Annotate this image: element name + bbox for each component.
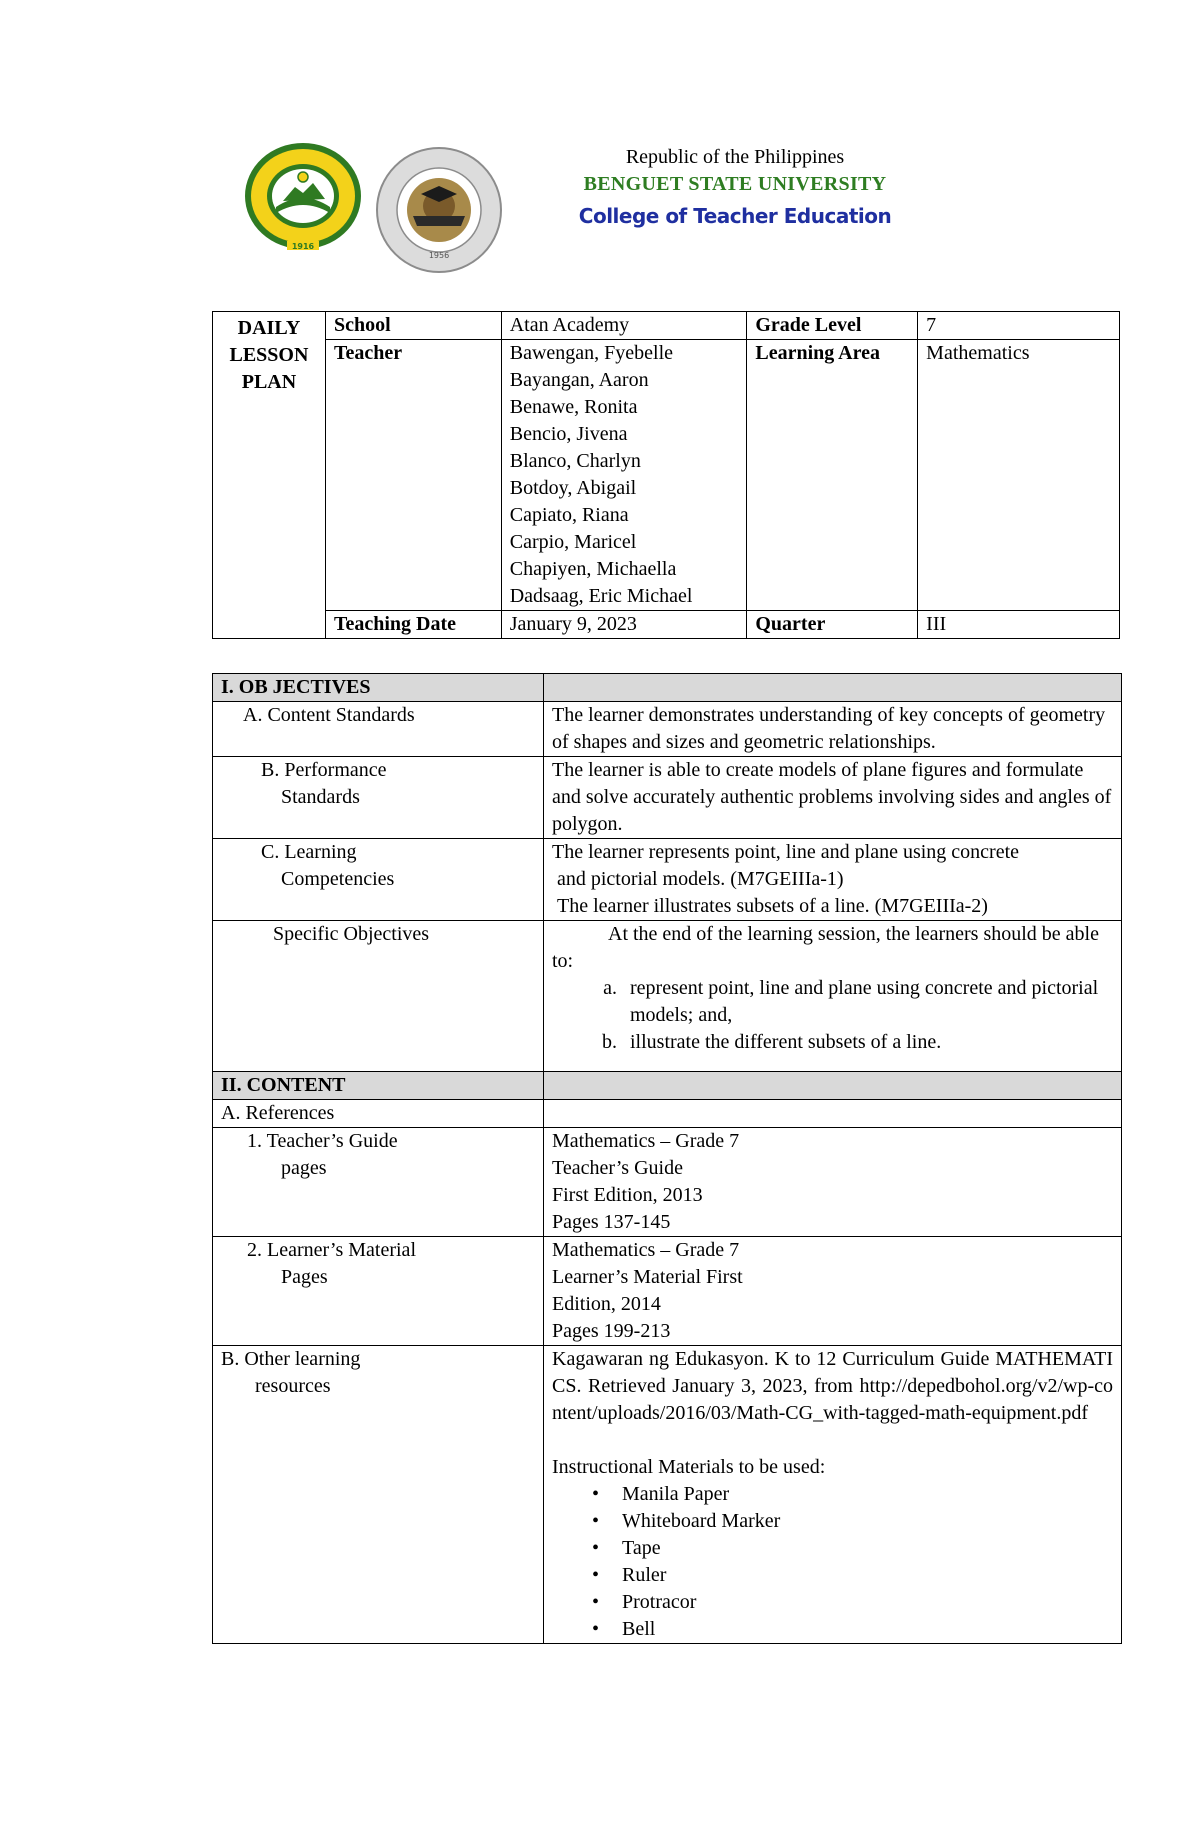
lesson-info-table: [212, 311, 1120, 639]
specific-objectives-intro: At the end of the learning session, the learners should be able to:: [552, 923, 1099, 972]
material-item: • Whiteboard Marker: [622, 1508, 1113, 1535]
specific-objectives-list: [552, 975, 1113, 1056]
teacher-name: Botdoy, Abigail: [509, 477, 637, 499]
grade-label: Grade Level: [747, 312, 918, 340]
competency-line: The learner illustrates subsets of a line. (M7GEIIIa-2): [557, 895, 988, 917]
svg-text:1916: 1916: [291, 242, 315, 251]
teacher-label: Teacher: [325, 340, 501, 611]
objective-item: b. illustrate the different subsets of a line.: [622, 1029, 1113, 1056]
materials-heading: Instructional Materials to be used:: [552, 1456, 826, 1478]
teachers-guide-label-line: 1. Teacher’s Guide: [247, 1130, 398, 1152]
material-item: • Protracor: [622, 1589, 1113, 1616]
other-resources-label: [213, 1346, 544, 1644]
plan-title-line: DAILY: [237, 317, 301, 339]
material-item: • Bell: [622, 1616, 1113, 1643]
lesson-plan-table: [212, 673, 1122, 1644]
benguet-state-university-seal: [243, 141, 363, 251]
tg-line: First Edition, 2013: [552, 1184, 703, 1206]
learning-competencies-value: [544, 839, 1122, 921]
learning-competencies-label: [213, 839, 544, 921]
spacer: [552, 1427, 1113, 1454]
material-item: • Tape: [622, 1535, 1113, 1562]
teacher-name: Capiato, Riana: [509, 504, 629, 526]
material-item: • Manila Paper: [622, 1481, 1113, 1508]
tg-line: Teacher’s Guide: [552, 1157, 683, 1179]
material-item: • Ruler: [622, 1562, 1113, 1589]
lm-line: Mathematics – Grade 7: [552, 1239, 740, 1261]
materials-list: [552, 1481, 1113, 1643]
teacher-name: Bencio, Jivena: [509, 423, 628, 445]
performance-label-line: Standards: [281, 786, 360, 808]
learners-material-label: [213, 1237, 544, 1346]
plan-title-cell: [213, 312, 326, 639]
content-standards-value: The learner demonstrates understanding of key concepts of geometry of shapes and sizes and geometric relationships.: [544, 702, 1122, 757]
teaching-date-value: January 9, 2023: [501, 611, 747, 639]
references-blank: [544, 1100, 1122, 1128]
svg-text:1956: 1956: [428, 251, 450, 260]
teachers-guide-label-line: pages: [281, 1157, 327, 1179]
learning-area-label: Learning Area: [747, 340, 918, 611]
teachers-guide-value: [544, 1128, 1122, 1237]
teacher-name: Bayangan, Aaron: [509, 369, 649, 391]
learners-material-label-line: Pages: [281, 1266, 328, 1288]
objectives-heading-blank: [544, 674, 1122, 702]
teacher-name: Carpio, Maricel: [509, 531, 637, 553]
country-line: Republic of the Philippines: [625, 146, 845, 168]
college-name: College of Teacher Education: [578, 204, 892, 228]
document-header: [0, 0, 1200, 300]
tg-line: Mathematics – Grade 7: [552, 1130, 740, 1152]
university-name: BENGUET STATE UNIVERSITY: [583, 173, 887, 195]
quarter-label: Quarter: [747, 611, 918, 639]
teacher-name: Blanco, Charlyn: [509, 450, 641, 472]
lm-line: Pages 199-213: [552, 1320, 671, 1342]
competency-line: and pictorial models. (M7GEIIIa-1): [557, 868, 844, 890]
resource-citation: Kagawaran ng Edukasyon. K to 12 Curriculum Guide MATHEMATICS. Retrieved January 3, 2023, from http://depedbohol.org/v2/wp-content/uploads/2016/03/Math-CG_with-tagged-math-equipment.pdf: [552, 1348, 1113, 1424]
performance-standards-label: [213, 757, 544, 839]
teacher-name: Benawe, Ronita: [509, 396, 638, 418]
content-heading-blank: [544, 1072, 1122, 1100]
teacher-list: [501, 340, 747, 611]
other-resources-value: [544, 1346, 1122, 1644]
plan-title-line: PLAN: [241, 371, 297, 393]
lm-line: Learner’s Material First: [552, 1266, 743, 1288]
learners-material-value: [544, 1237, 1122, 1346]
teacher-name: Bawengan, Fyebelle: [509, 342, 674, 364]
plan-title-line: LESSON: [229, 344, 309, 366]
teacher-name: Chapiyen, Michaella: [509, 558, 677, 580]
competencies-label-line: Competencies: [281, 868, 395, 890]
content-heading: II. CONTENT: [213, 1072, 544, 1100]
teachers-guide-label: [213, 1128, 544, 1237]
school-label: School: [325, 312, 501, 340]
performance-label-line: B. Performance: [261, 759, 387, 781]
school-value: Atan Academy: [501, 312, 747, 340]
other-resources-label-line: B. Other learning: [221, 1348, 361, 1370]
content-standards-label: A. Content Standards: [213, 702, 544, 757]
grade-value: 7: [918, 312, 1120, 340]
other-resources-label-line: resources: [255, 1375, 331, 1397]
quarter-value: III: [918, 611, 1120, 639]
competency-line: The learner represents point, line and plane using concrete: [552, 841, 1020, 863]
learning-area-value: Mathematics: [918, 340, 1120, 611]
specific-objectives-label: Specific Objectives: [213, 921, 544, 1072]
teacher-name: Dadsaag, Eric Michael: [509, 585, 693, 607]
header-text: [540, 144, 930, 234]
performance-standards-value: The learner is able to create models of plane figures and formulate and solve accurately authentic problems involving sides and angles of polygon.: [544, 757, 1122, 839]
learners-material-label-line: 2. Learner’s Material: [247, 1239, 416, 1261]
teaching-date-label: Teaching Date: [325, 611, 501, 639]
objective-item: a. represent point, line and plane using concrete and pictorial models; and,: [622, 975, 1113, 1029]
references-label: A. References: [213, 1100, 544, 1128]
objectives-heading: I. OB JECTIVES: [213, 674, 544, 702]
lm-line: Edition, 2014: [552, 1293, 661, 1315]
competencies-label-line: C. Learning: [261, 841, 357, 863]
tg-line: Pages 137-145: [552, 1211, 671, 1233]
college-of-teacher-education-seal: [373, 146, 505, 274]
specific-objectives-value: [544, 921, 1122, 1072]
